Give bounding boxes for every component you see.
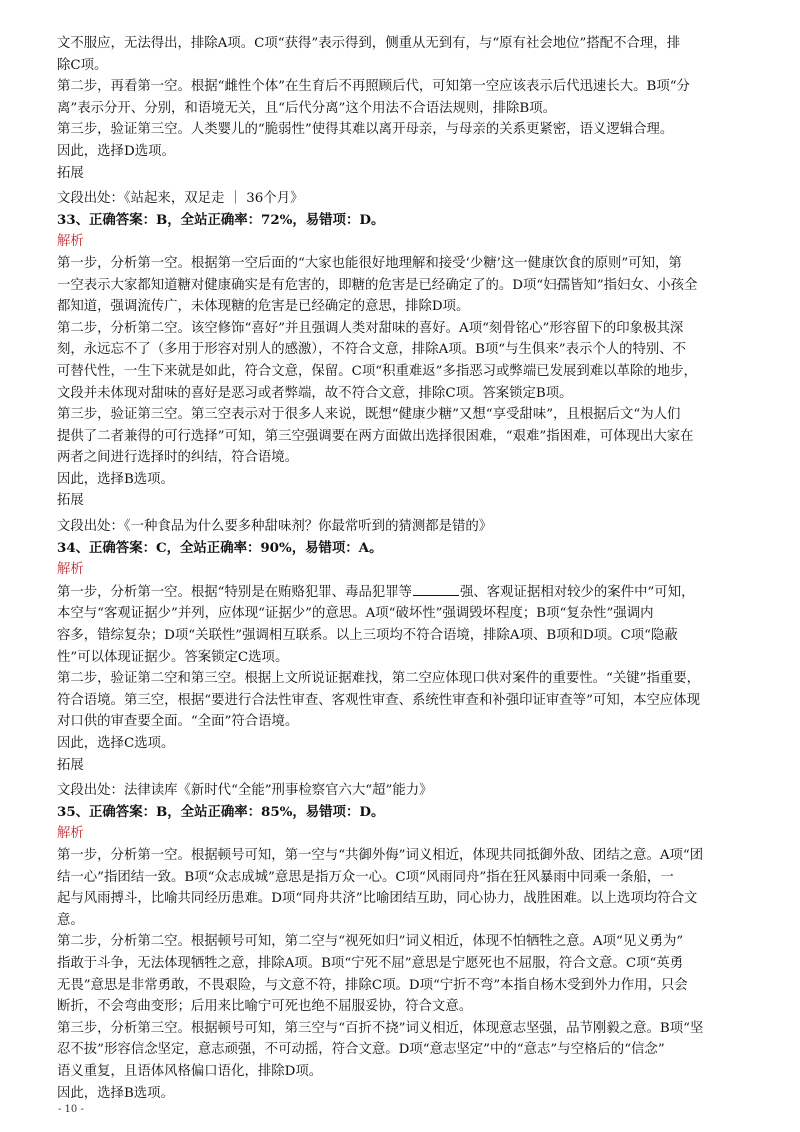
- analysis-label: 解析: [57, 562, 84, 578]
- text-line: 性”可以体现证据少。答案锁定C选项。: [57, 649, 289, 665]
- text-line: [57, 581, 747, 604]
- analysis-label: 解析: [57, 234, 84, 250]
- text-line: 第三步，验证第三空。人类婴儿的“脆弱性”使得其难以离开母亲，与母亲的关系更紧密，语义逻辑合理。: [57, 122, 674, 138]
- text-line: 结一心”指团结一致。B项“众志成城”意思是指万众一心。C项“风雨同舟”指在狂风暴雨中同乘一条船，一: [57, 869, 674, 885]
- text-line: 文段并未体现对甜味的喜好是恶习或者弊端，故不符合文意，排除C项。答案锁定B项。: [57, 385, 573, 401]
- source-line: 文段出处：《站起来，双足走 ｜ 36个月》: [57, 191, 304, 207]
- text-line: 因此，选择B选项。: [57, 471, 174, 487]
- question-35: [57, 802, 747, 1104]
- answer-header: 35、正确答案：B，全站正确率：85%，易错项：D。: [57, 803, 385, 820]
- answer-header: 33、正确答案：B，全站正确率：72%，易错项：D。: [57, 211, 385, 228]
- text-line: 第二步，分析第二空。根据顿号可知，第二空与“视死如归”词义相近，体现不怕牺牲之意。A项“见义勇为”: [57, 934, 684, 950]
- text-line: 对口供的审查要全面。“全面”符合语境。: [57, 714, 299, 730]
- question-34: [57, 538, 747, 802]
- text-line: 除C项。: [57, 57, 108, 73]
- page-number: - 10 -: [58, 1104, 84, 1115]
- text-line: 文不服应，无法得出，排除A项。C项“获得”表示得到，侧重从无到有，与“原有社会地位”搭配不合理，排: [57, 36, 681, 51]
- text-line: 一空表示大家都知道糖对健康确实是有危害的，即糖的危害是已经确定了的。D项“妇孺皆知”指妇女、小孩全: [57, 277, 698, 293]
- text-line: 本空与“客观证据少”并列，应体现“证据少”的意思。A项“破坏性”强调毁坏程度；B项“复杂性”强调内: [57, 606, 654, 622]
- text-line: 起与风雨搏斗，比喻共同经历患难。D项“同舟共济”比喻团结互助，同心协力，战胜困难。以上选项均符合文: [57, 891, 698, 907]
- text-line: 可替代性，一生下来就是如此，符合文意，保留。C项“积重难返”多指恶习或弊端已发展到难以革除的地步，: [57, 363, 697, 379]
- source-line: 文段出处：《一种食品为什么要多种甜味剂？你最常听到的猜测都是错的》: [57, 519, 493, 535]
- text-line: 第二步，再看第一空。根据“雌性个体”在生育后不再照顾后代，可知第一空应该表示后代迅速长大。B项“分: [57, 79, 690, 95]
- text-line: 第二步，分析第二空。该空修饰“喜好”并且强调人类对甜味的喜好。A项“刻骨铭心”形容留下的印象极其深: [57, 320, 684, 336]
- text-line: 第三步，分析第三空。根据顿号可知，第三空与“百折不挠”词义相近，体现意志坚强，品节刚毅之意。B项“坚: [57, 1020, 704, 1036]
- text-line: 指敢于斗争，无法体现牺牲之意，排除A项。B项“宁死不屈”意思是宁愿死也不屈服，符合文意。C项“英勇: [57, 955, 684, 971]
- question-33: [57, 210, 747, 538]
- expand-label: 拓展: [57, 165, 84, 181]
- text-segment: 强、客观证据相对较少的案件中”可知，: [460, 584, 695, 600]
- analysis-label: 解析: [57, 826, 84, 842]
- text-line: 忍不拔”形容信念坚定，意志顽强，不可动摇，符合文意。D项“意志坚定”中的“意志”与空格后的“信念”: [57, 1042, 665, 1058]
- text-line: 第二步，验证第二空和第三空。根据上文所说证据难找，第二空应体现口供对案件的重要性。“关键”指重要，: [57, 671, 701, 687]
- prev-question-tail: [57, 33, 747, 210]
- text-line: 离”表示分开、分别，和语境无关，且“后代分离”这个用法不合语法规则，排除B项。: [57, 100, 557, 116]
- text-line: 两者之间进行选择时的纠结，符合语境。: [57, 450, 299, 466]
- text-line: 刻，永远忘不了（多用于形容对别人的感激），不符合文意，排除A项。B项“与生俱来”表示个人的特别、不: [57, 342, 687, 358]
- text-line: 第三步，验证第三空。第三空表示对于很多人来说，既想“健康少糖”又想“享受甜味”，且根据后文“为人们: [57, 407, 681, 423]
- text-line: 因此，选择B选项。: [57, 1085, 174, 1101]
- expand-label: 拓展: [57, 757, 84, 773]
- text-line: 断折，不会弯曲变形；后用来比喻宁可死也绝不屈服妥协，符合文意。: [57, 999, 473, 1015]
- answer-header: 34、正确答案：C，全站正确率：90%，易错项：A。: [57, 539, 383, 556]
- text-segment: 第一步，分析第一空。根据“特别是在贿赂犯罪、毒品犯罪等: [57, 584, 412, 600]
- text-line: 第一步，分析第一空。根据顿号可知，第一空与“共御外侮”词义相近，体现共同抵御外敌、团结之意。A项“团: [57, 847, 704, 863]
- text-line: 符合语境。第三空，根据“要进行合法性审查、客观性审查、系统性审查和补强印证审查等”可知，本空应体现: [57, 692, 701, 708]
- text-line: 容多，错综复杂；D项“关联性”强调相互联系。以上三项均不符合语境，排除A项、B项和D项。C项“隐蔽: [57, 628, 678, 644]
- text-line: 因此，选择C选项。: [57, 736, 175, 751]
- expand-label: 拓展: [57, 493, 84, 509]
- source-line: 文段出处：法律读库《新时代“全能”刑事检察官六大“超”能力》: [57, 783, 433, 799]
- text-line: 意。: [57, 912, 84, 928]
- text-line: 无畏”意思是非常勇敢，不畏艰险，与文意不符，排除C项。D项“宁折不弯”本指自杨木受到外力作用，只会: [57, 977, 688, 993]
- fill-blank: [413, 581, 459, 596]
- text-line: 提供了二者兼得的可行选择”可知，第三空强调要在两方面做出选择很困难，“艰难”指困难，可体现出大家在: [57, 428, 694, 444]
- text-line: 语义重复，且语体风格偏口语化，排除D项。: [57, 1063, 323, 1079]
- text-line: 第一步，分析第一空。根据第一空后面的“大家也能很好地理解和接受‘少糖’这一健康饮食的原则”可知，第: [57, 255, 682, 271]
- text-line: 因此，选择D选项。: [57, 143, 175, 159]
- text-line: 都知道，强调流传广，未体现糖的危害是已经确定的意思，排除D项。: [57, 299, 470, 315]
- document-page: [57, 33, 747, 1104]
